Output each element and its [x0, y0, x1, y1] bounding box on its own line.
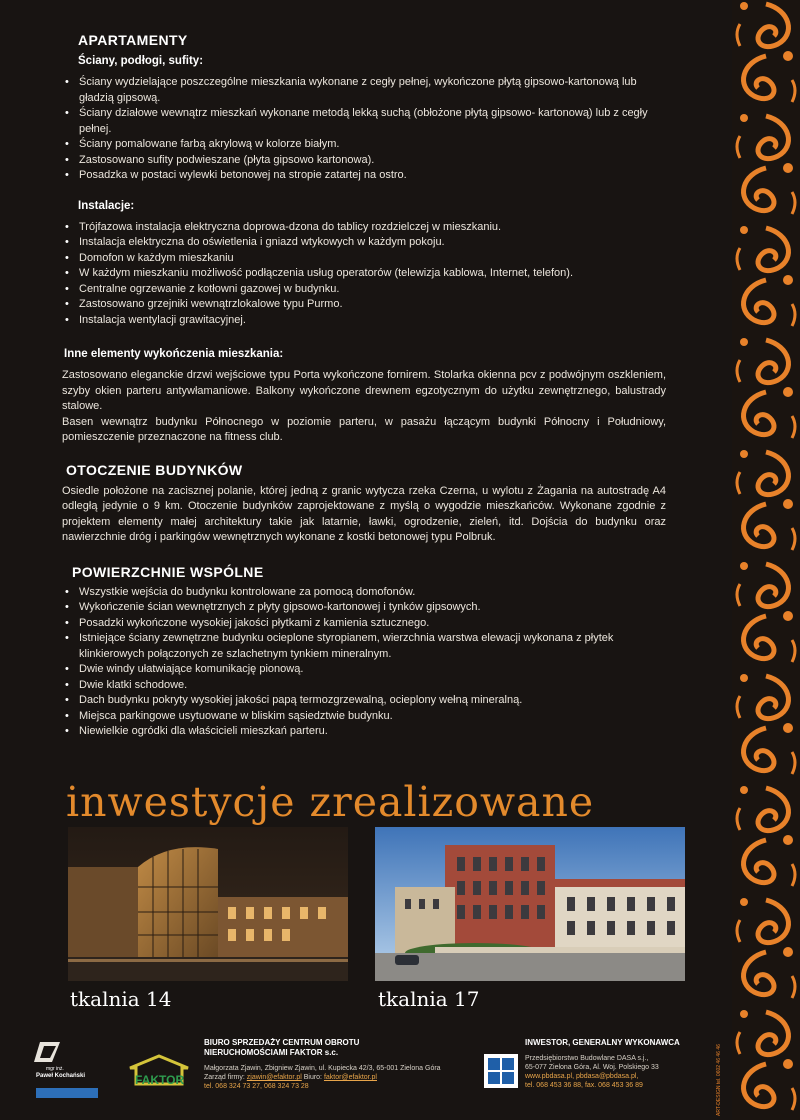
investor-address: 65-077 Zielona Góra, Al. Woj. Polskiego 33 — [525, 1064, 659, 1071]
office-label: Biuro: — [303, 1074, 323, 1081]
list-item: • Domofon w każdym mieszkaniu — [62, 251, 666, 267]
list-item: • Dwie klatki schodowe. — [62, 678, 666, 694]
sales-office-title-2: NIERUCHOMOŚCIAMI FAKTOR s.c. — [204, 1048, 339, 1057]
main-content — [62, 32, 666, 740]
investor-web[interactable]: www.pbdasa.pl, pbdasa@pbdasa.pl, — [525, 1073, 639, 1080]
pool-text: Basen wewnątrz budynku Północnego w poziomie parteru, w pasażu łączącym budynki Północny i Południowy, pomieszczenie przeznaczone na fitness club. — [62, 415, 666, 443]
common-areas-title: POWIERZCHNIE WSPÓLNE — [72, 563, 264, 580]
list-item: • Instalacja elektryczna do oświetlenia i gniazd wtykowych w każdym pokoju. — [62, 235, 666, 251]
list-item: • Centralne ogrzewanie z kotłowni gazowej w budynku. — [62, 282, 666, 298]
list-item: • Ściany pomalowane farbą akrylową w kolorze białym. — [62, 137, 666, 153]
investor-title: INWESTOR, GENERALNY WYKONAWCA — [525, 1038, 680, 1047]
list-item: • Trójfazowa instalacja elektryczna doprowa-dzona do tablicy rozdzielczej w mieszkaniu. — [62, 220, 666, 236]
list-item: • Zastosowano sufity podwieszane (płyta gipsowo kartonowa). — [62, 153, 666, 169]
board-email-link[interactable]: zjawin@efaktor.pl — [246, 1074, 302, 1081]
photo-tkalnia-17 — [375, 827, 685, 981]
list-item: • Zastosowano grzejniki wewnątrzlokalowe typu Purmo. — [62, 297, 666, 313]
list-item: • Ściany wydzielające poszczególne mieszkania wykonane z cegły pełnej, wykończone płytą gipsowo-kartonową lub gładzią gipsową. — [62, 75, 666, 106]
sales-office-phone: tel. 068 324 73 27, 068 324 73 28 — [204, 1083, 309, 1090]
installations-subtitle: Instalacje: — [78, 199, 135, 212]
investor-company: Przedsiębiorstwo Budowlane DASA s.j., — [525, 1055, 649, 1062]
apartments-title: APARTAMENTY — [78, 32, 188, 48]
photo-caption-tkalnia-14: tkalnia 14 — [70, 987, 172, 1011]
side-credit: ART-DESIGN tel. 0602 46 46 46 — [716, 1044, 722, 1116]
photo-tkalnia-14 — [68, 827, 348, 981]
surroundings-title: OTOCZENIE BUDYNKÓW — [66, 461, 243, 478]
walls-subtitle: Ściany, podłogi, sufity: — [78, 55, 204, 67]
faktor-logo-text: FAKTOR — [135, 1073, 185, 1087]
surroundings-text: Osiedle położone na zacisznej polanie, której jedną z granic wytycza rzeka Czerna, u wylotu z Żagania na autostradę A4 odległą jedynie o 9 km. Otoczenie budynków zaprojektowane z myślą o wygodzie mieszkańców. Wykonane zgodnie z projektem elementy małej architektury takie jak latarnie, ławki, ogrodzenie, zieleń, itd. Dojścia do budynku oraz nawierzchnie dróg i parkingów wewnętrznych wykonane z kostki betonowej typu Polbruk. — [62, 484, 666, 543]
list-item: • Ściany działowe wewnątrz mieszkań wykonane metodą lekką suchą (obłożone płytą gipsowo- kartonową) lub z cegły pełnej. — [62, 106, 666, 137]
list-item: • Posadzki wykończone wysokiej jakości płytkami z kamienia sztucznego. — [62, 616, 666, 632]
photo-caption-tkalnia-17: tkalnia 17 — [378, 987, 480, 1011]
list-item: • Dwie windy ułatwiające komunikację pionową. — [62, 662, 666, 678]
installations-list — [62, 220, 666, 329]
gallery-title: inwestycje zrealizowane — [66, 778, 595, 826]
common-areas-list — [62, 585, 666, 740]
walls-list — [62, 75, 666, 184]
dasa-logo — [484, 1054, 518, 1088]
ornament-border — [732, 0, 800, 1120]
list-item: • W każdym mieszkaniu możliwość podłączenia usług operatorów (telewizja kablowa, Internet, telefon). — [62, 266, 666, 282]
list-item: • Instalacja wentylacji grawitacyjnej. — [62, 313, 666, 329]
list-item: • Wszystkie wejścia do budynku kontrolowane za pomocą domofonów. — [62, 585, 666, 601]
other-finishing-text: Zastosowano eleganckie drzwi wejściowe typu Porta wykończone fornirem. Stolarka okienna pcv z podwójnym oszkleniem, szyby okien parteru antywłamaniowe. Balkony wykończone drewnem egzotycznym do użytku zewnętrznego, balustrady stalowe. — [62, 369, 666, 412]
office-email-link[interactable]: faktor@efaktor.pl — [323, 1074, 377, 1081]
sales-office-title-1: BIURO SPRZEDAŻY CENTRUM OBROTU — [204, 1038, 360, 1047]
other-finishing-subtitle: Inne elementy wykończenia mieszkania: — [64, 348, 284, 360]
sales-office-address: Małgorzata Zjawin, Zbigniew Zjawin, ul. Kupiecka 42/3, 65-001 Zielona Góra — [204, 1065, 441, 1072]
list-item: • Miejsca parkingowe usytuowane w bliskim sąsiedztwie budynku. — [62, 709, 666, 725]
architect-logo-name: Paweł Kochański — [36, 1073, 86, 1079]
architect-logo-small: mgr inż. — [46, 1066, 64, 1072]
list-item: • Wykończenie ścian wewnętrznych z płyty gipsowo-kartonowej i tynków gipsowych. — [62, 600, 666, 616]
list-item: • Dach budynku pokryty wysokiej jakości papą termozgrzewalną, ocieplony wełną mineralną. — [62, 693, 666, 709]
investor-phone: tel. 068 453 36 88, fax. 068 453 36 89 — [525, 1082, 643, 1089]
list-item: • Niewielkie ogródki dla właścicieli mieszkań parteru. — [62, 724, 666, 740]
board-label: Zarząd firmy: — [204, 1074, 245, 1081]
architect-logo — [30, 1040, 102, 1102]
footer — [0, 1030, 800, 1120]
list-item: • Istniejące ściany zewnętrzne budynku ocieplone styropianem, wierzchnia warstwa elewacji wykonana z płytek klinkierowych połączonych ze szlachetnym tynkiem mineralnym. — [62, 631, 666, 662]
list-item: • Posadzka w postaci wylewki betonowej na stropie zatartej na ostro. — [62, 168, 666, 184]
